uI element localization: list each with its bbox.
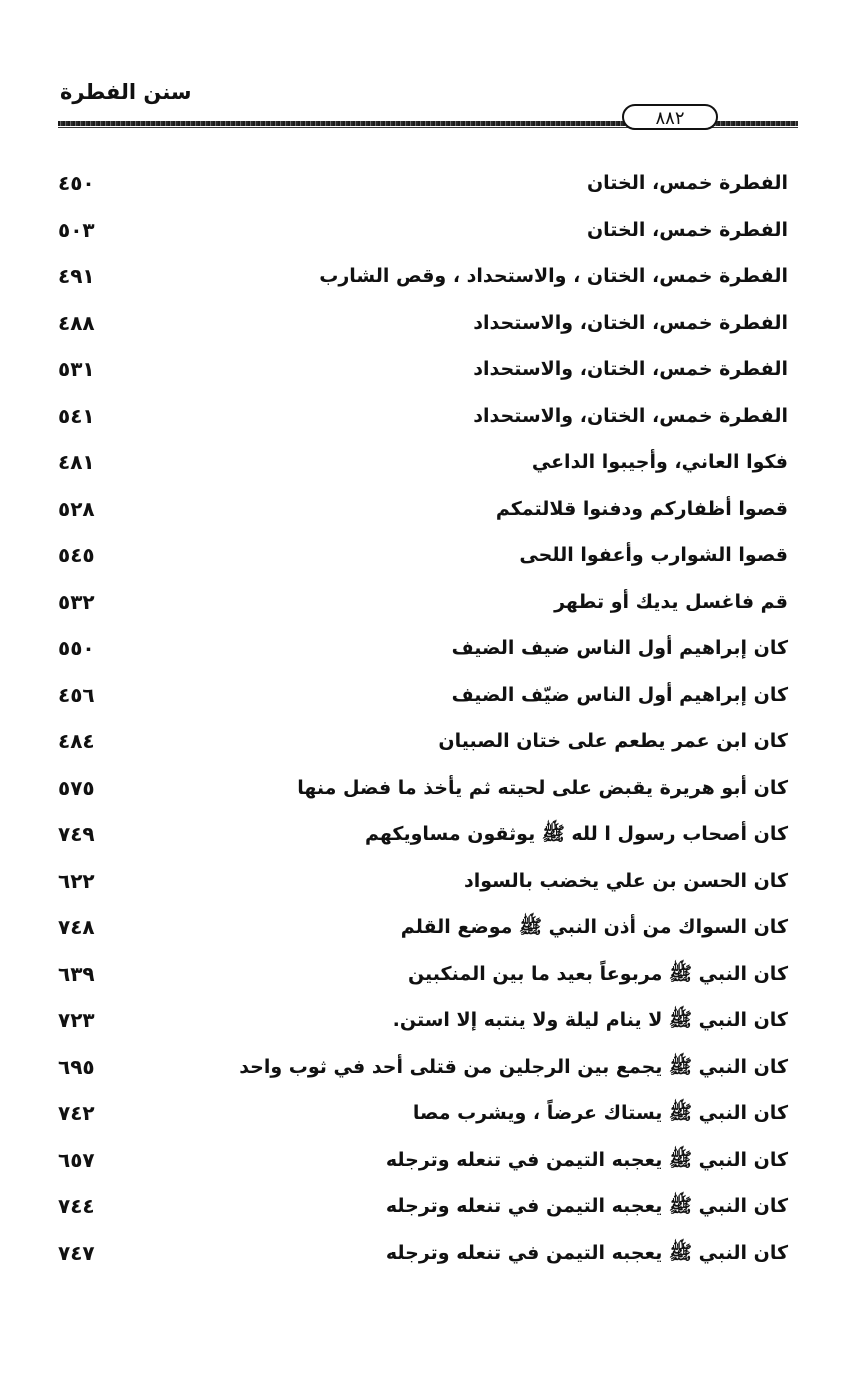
page-reference: ٥٣١ (58, 357, 95, 381)
hadith-text: كان النبي ﷺ يعجبه التيمن في تنعله وترجله (385, 1148, 788, 1171)
hadith-text: الفطرة خمس، الختان، والاستحداد (473, 404, 788, 427)
index-entry (58, 300, 788, 347)
index-entry (58, 393, 788, 440)
hadith-text: الفطرة خمس، الختان (586, 218, 788, 241)
page-reference: ٧٤٧ (58, 1240, 95, 1265)
index-list (58, 160, 788, 1276)
hadith-text: كان الحسن بن علي يخضب بالسواد (463, 869, 788, 892)
hadith-text: كان ابن عمر يطعم على ختان الصبيان (438, 730, 788, 752)
hadith-text: كان إبراهيم أول الناس ضيف الضيف (451, 637, 788, 659)
index-entry (58, 1044, 788, 1091)
page-reference: ٧٢٣ (58, 1008, 95, 1032)
hadith-text: قم فاغسل يديك أو تطهر (554, 590, 788, 613)
hadith-text: كان إبراهيم أول الناس ضيّف الضيف (451, 683, 788, 706)
page-reference: ٥٢٨ (58, 496, 95, 521)
index-entry (58, 439, 788, 486)
page-reference: ٧٤٤ (58, 1194, 95, 1218)
page-reference: ٤٨٨ (58, 310, 95, 335)
page-reference: ٤٩١ (58, 264, 95, 288)
page-number: ٨٨٢ (622, 104, 718, 130)
index-entry (58, 1183, 788, 1230)
page-reference: ٤٨٤ (58, 729, 95, 753)
page-reference: ٥٣٢ (58, 589, 95, 614)
hadith-text: قصوا أظفاركم ودفنوا قلالتمكم (495, 497, 788, 520)
running-title: سنن الفطرة (60, 80, 192, 104)
index-entry (58, 997, 788, 1044)
hadith-text: الفطرة خمس، الختان، والاستحداد (473, 358, 788, 380)
index-entry (58, 904, 788, 951)
index-entry (58, 1090, 788, 1137)
page-reference: ٧٤٨ (58, 915, 95, 939)
index-entry (58, 951, 788, 998)
index-entry (58, 532, 788, 579)
page-reference: ٦٣٩ (58, 961, 95, 986)
page-reference: ٦٥٧ (58, 1147, 95, 1172)
hadith-text: قصوا الشوارب وأعفوا اللحى (519, 544, 788, 566)
page-reference: ٥٤٥ (58, 543, 95, 567)
page-reference: ٥٧٥ (58, 775, 95, 800)
hadith-text: الفطرة خمس، الختان، والاستحداد (473, 311, 788, 334)
index-entry (58, 346, 788, 393)
hadith-text: كان السواك من أذن النبي ﷺ موضع القلم (400, 916, 788, 938)
page-reference: ٦٩٥ (58, 1054, 95, 1079)
hadith-text: الفطرة خمس، الختان (586, 172, 788, 194)
index-entry (58, 625, 788, 672)
hadith-text: كان النبي ﷺ يجمع بين الرجلين من قتلى أحد في ثوب واحد (239, 1055, 788, 1078)
hadith-text: كان أبو هريرة يقبض على لحيته ثم يأخذ ما فضل منها (297, 776, 788, 799)
index-entry (58, 486, 788, 533)
index-entry (58, 1137, 788, 1184)
page-reference: ٥٥٠ (58, 636, 95, 660)
index-entry (58, 765, 788, 812)
page-reference: ٥٤١ (58, 403, 95, 428)
index-entry (58, 253, 788, 300)
hadith-text: كان النبي ﷺ يستاك عرضاً ، ويشرب مصا (412, 1102, 788, 1124)
page-reference: ٥٠٣ (58, 217, 95, 242)
hadith-text: فكوا العاني، وأجيبوا الداعي (531, 451, 788, 473)
index-entry (58, 1230, 788, 1277)
index-entry (58, 672, 788, 719)
page-reference: ٦٢٢ (58, 868, 95, 893)
index-entry (58, 207, 788, 254)
hadith-text: كان النبي ﷺ يعجبه التيمن في تنعله وترجله (385, 1241, 788, 1264)
page-reference: ٤٥٠ (58, 171, 95, 195)
index-entry (58, 718, 788, 765)
page-reference: ٧٤٩ (58, 822, 95, 846)
page-reference: ٧٤٢ (58, 1101, 95, 1125)
hadith-text: كان النبي ﷺ لا ينام ليلة ولا ينتبه إلا استن. (392, 1009, 788, 1031)
index-entry (58, 858, 788, 905)
index-entry (58, 811, 788, 858)
page-reference: ٤٨١ (58, 450, 95, 474)
page-reference: ٤٥٦ (58, 682, 95, 707)
hadith-text: كان النبي ﷺ مربوعاً بعيد ما بين المنكبين (407, 962, 788, 985)
index-entry (58, 160, 788, 207)
hadith-text: كان النبي ﷺ يعجبه التيمن في تنعله وترجله (385, 1195, 788, 1217)
hadith-text: كان أصحاب رسول ا لله ﷺ يوثقون مساويكهم (364, 823, 788, 845)
index-entry (58, 579, 788, 626)
hadith-text: الفطرة خمس، الختان ، والاستحداد ، وقص الشارب (319, 265, 788, 287)
